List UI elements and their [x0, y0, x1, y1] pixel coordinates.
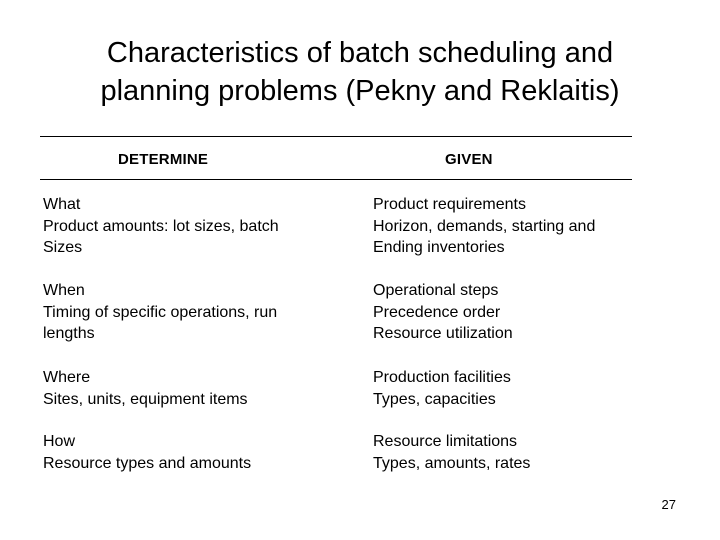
given-heading: Resource limitations [373, 433, 518, 450]
determine-cell-how [43, 431, 333, 474]
given-heading: Production facilities [373, 369, 511, 386]
determine-heading: When [43, 282, 85, 299]
given-heading: Operational steps [373, 282, 499, 299]
determine-cell-where [43, 367, 333, 410]
slide-title [0, 34, 720, 110]
determine-detail: Timing of specific operations, run [43, 303, 278, 321]
determine-heading: How [43, 433, 76, 450]
table-top-rule [40, 136, 632, 137]
title-line-2: planning problems (Pekny and Reklaitis) [100, 75, 620, 107]
table-header-rule [40, 179, 632, 180]
determine-heading: What [43, 196, 81, 213]
determine-detail: Sizes [43, 239, 83, 256]
given-detail: Ending inventories [373, 239, 505, 256]
given-detail: Resource utilization [373, 325, 513, 342]
column-header-determine: DETERMINE [118, 151, 209, 168]
given-detail: Types, capacities [373, 390, 496, 408]
determine-detail: lengths [43, 325, 95, 342]
determine-heading: Where [43, 369, 91, 386]
given-cell-resource-limitations [373, 431, 673, 474]
determine-detail: Product amounts: lot sizes, batch [43, 217, 279, 235]
title-line-1: Characteristics of batch scheduling and [106, 37, 614, 69]
given-detail: Horizon, demands, starting and [373, 217, 596, 235]
page-number: 27 [661, 497, 676, 512]
given-cell-product-requirements [373, 194, 673, 259]
determine-detail: Resource types and amounts [43, 454, 252, 472]
given-cell-operational-steps [373, 280, 673, 345]
given-detail: Precedence order [373, 303, 501, 321]
given-detail: Types, amounts, rates [373, 454, 531, 472]
determine-cell-what [43, 194, 333, 259]
given-heading: Product requirements [373, 196, 526, 213]
determine-cell-when [43, 280, 333, 345]
column-header-given: GIVEN [445, 151, 493, 168]
determine-detail: Sites, units, equipment items [43, 390, 248, 408]
given-cell-production-facilities [373, 367, 673, 410]
